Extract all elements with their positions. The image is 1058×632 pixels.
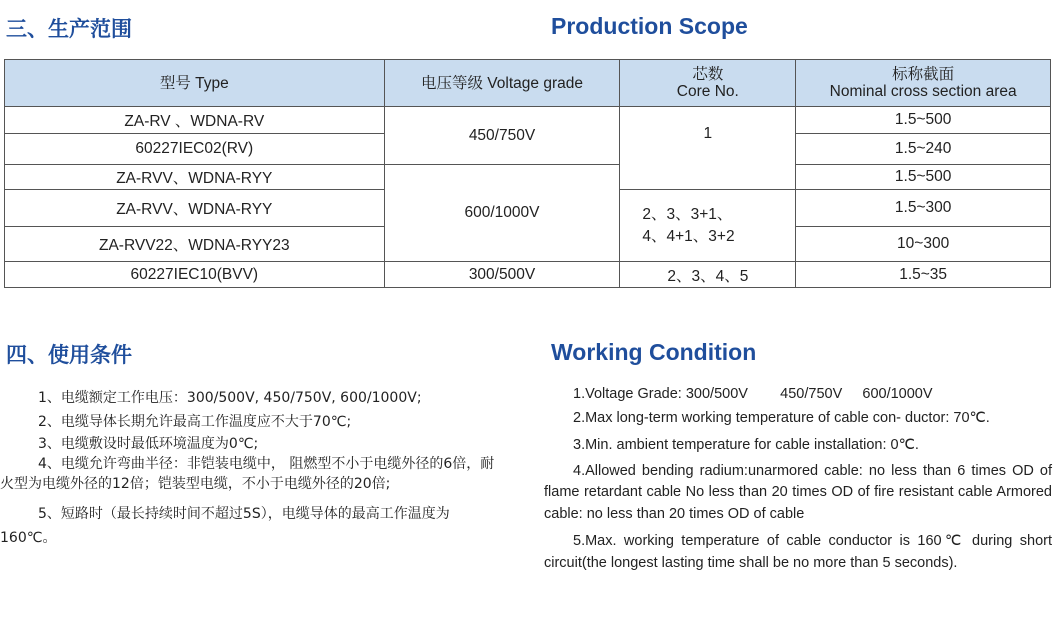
voltage-cell: 450/750V bbox=[384, 107, 620, 165]
conditions-cn bbox=[0, 386, 505, 550]
table-row bbox=[5, 262, 1051, 288]
type-cell: ZA-RVV、WDNA-RYY bbox=[5, 190, 385, 227]
type-cell: 60227IEC02(RV) bbox=[5, 134, 385, 165]
header-area-en: Nominal cross section area bbox=[829, 83, 1017, 100]
header-voltage: 电压等级 Voltage grade bbox=[384, 60, 620, 107]
condition-en-item: 4.Allowed bending radium:unarmored cable: no less than 6 times OD of flame retardant cable No less than 20 times OD of fire resistant cable Armored cable: no less than 20 times OD of cable bbox=[544, 462, 1052, 522]
section-title-cn: 四、使用条件 bbox=[6, 343, 132, 367]
type-cell: ZA-RV 、WDNA-RV bbox=[5, 107, 385, 134]
area-cell: 1.5~240 bbox=[796, 134, 1051, 165]
header-area bbox=[796, 60, 1051, 107]
header-core-cn: 芯数 bbox=[692, 66, 724, 83]
header-type: 型号 Type bbox=[5, 60, 385, 107]
type-cell: ZA-RVV22、WDNA-RYY23 bbox=[5, 227, 385, 262]
conditions-en bbox=[544, 384, 1052, 576]
table-row bbox=[5, 165, 1051, 190]
condition-cn-item: 4、电缆允许弯曲半径：非铠装电缆中， 阻燃型不小于电缆外径的6倍，耐火型为电缆外径的12倍；铠装型电缆，不小于电缆外径的20倍; bbox=[0, 456, 495, 492]
header-core-en: Core No. bbox=[676, 83, 739, 100]
voltage-cell: 300/500V bbox=[384, 262, 620, 288]
table-row bbox=[5, 107, 1051, 134]
area-cell: 1.5~500 bbox=[796, 107, 1051, 134]
condition-cn-item: 5、短路时（最长持续时间不超过5S），电缆导体的最高工作温度为160℃。 bbox=[0, 506, 450, 546]
header-core bbox=[620, 60, 796, 107]
section-title-cn: 三、生产范围 bbox=[6, 17, 132, 41]
core-cell: 2、3、4、5 bbox=[620, 262, 796, 288]
table-header-row bbox=[5, 60, 1051, 107]
condition-cn-item: 3、电缆敷设时最低环境温度为0℃; bbox=[38, 436, 259, 452]
condition-cn-item: 2、电缆导体长期允许最高工作温度应不大于70℃; bbox=[38, 414, 352, 430]
condition-cn-item: 1、电缆额定工作电压：300/500V, 450/750V, 600/1000V; bbox=[38, 390, 422, 406]
condition-en-item: 5.Max. working temperature of cable conductor is 160℃ during short circuit(the longest lasting time shall be no more than 5 seconds). bbox=[544, 533, 1052, 571]
area-cell: 1.5~300 bbox=[796, 190, 1051, 227]
type-cell: ZA-RVV、WDNA-RYY bbox=[5, 165, 385, 190]
header-area-cn: 标称截面 bbox=[892, 66, 955, 83]
type-cell: 60227IEC10(BVV) bbox=[5, 262, 385, 288]
production-scope-table bbox=[4, 59, 1051, 288]
section-title-en: Working Condition bbox=[551, 339, 757, 365]
core-cell: 1 bbox=[620, 107, 796, 190]
section-title-en: Production Scope bbox=[551, 13, 748, 39]
condition-en-item: 2.Max long-term working temperature of cable con- ductor: 70℃. bbox=[573, 409, 990, 426]
core-cell: 2、3、3+1、4、4+1、3+2 bbox=[620, 190, 796, 262]
voltage-cell: 600/1000V bbox=[384, 165, 620, 262]
area-cell: 10~300 bbox=[796, 227, 1051, 262]
area-cell: 1.5~35 bbox=[796, 262, 1051, 288]
area-cell: 1.5~500 bbox=[796, 165, 1051, 190]
condition-en-item: 1.Voltage Grade: 300/500V 450/750V 600/1000V bbox=[573, 386, 933, 402]
condition-en-item: 3.Min. ambient temperature for cable installation: 0℃. bbox=[573, 437, 919, 453]
